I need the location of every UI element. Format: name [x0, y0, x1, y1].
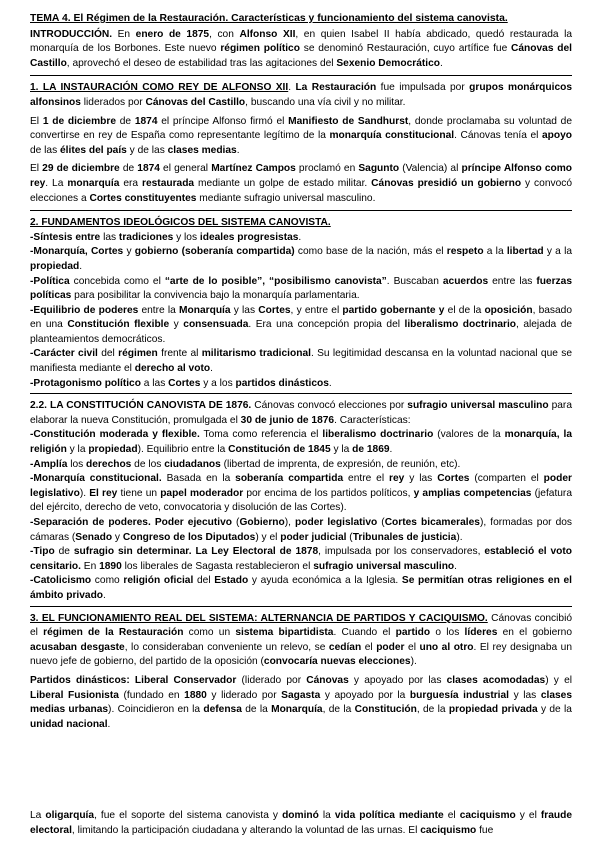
section1-paragraph-1: [30, 81, 572, 110]
text-run: (valores de la: [433, 429, 505, 441]
text-run: mediante sufragio universal masculino.: [196, 192, 376, 204]
text-run: entre el: [343, 473, 390, 485]
bold-text: caciquismo: [420, 824, 477, 836]
bold-text: ideales progresistas: [199, 231, 299, 243]
text-run: ).: [456, 531, 463, 543]
bold-text: poder legislativo: [30, 473, 572, 499]
bold-text: Partidos dinásticos:: [30, 674, 130, 686]
bold-text: entre: [75, 231, 101, 243]
text-run: ).: [410, 656, 417, 668]
list-item: [30, 574, 572, 603]
text-run: de: [116, 115, 135, 127]
bold-text: respeto: [446, 246, 484, 258]
section1-paragraph-3: [30, 162, 572, 206]
bold-text: cedían: [328, 641, 362, 653]
bold-text: -Monarquía, Cortes: [30, 246, 124, 258]
text-run: . Características:: [334, 414, 411, 426]
bold-text: Sexenio Democrático: [336, 57, 440, 69]
text-run: concebida como el: [69, 275, 165, 287]
text-run: y ayuda económica a la Iglesia.: [248, 575, 402, 587]
bold-text: propiedad privada: [448, 704, 538, 716]
text-run: , en quien Isabel II había abdicado, quedó restaurada la monarquía de los Borbones. Este nuevo: [30, 28, 573, 55]
text-run: . La: [45, 177, 68, 189]
text-run: de los: [131, 458, 165, 470]
section22-lead: [30, 399, 572, 428]
text-run: las: [100, 231, 119, 243]
bold-text: acuerdos: [442, 275, 489, 287]
list-item: [30, 472, 572, 516]
text-run: . Su legitimidad descansa en la voluntad nacional que se manifiesta mediante el: [30, 348, 572, 375]
bold-text: Senado: [75, 531, 113, 543]
bold-text: fraude electoral: [30, 810, 573, 836]
text-run: . Cánovas tenía el: [454, 130, 542, 142]
text-run: y a la: [543, 246, 573, 258]
bold-text: Cánovas del Castillo: [30, 43, 572, 69]
bold-text: propiedad: [88, 444, 138, 456]
list-item: [30, 516, 572, 545]
bold-text: clases medias: [167, 144, 237, 156]
text-run: y el: [515, 810, 541, 821]
text-run: . Buscaban: [386, 275, 443, 287]
text-run: (jefatura del ejército, derecho de veto, convocatoria y disolución de las Cortes).: [30, 487, 572, 514]
bold-text: monarquía: [67, 177, 120, 189]
bold-text: Se permitían otras religiones en el ámbito privado: [30, 575, 572, 601]
bold-text: monarquía constitucional: [329, 130, 455, 142]
bold-text: Manifiesto de Sandhurst: [288, 115, 409, 127]
bold-text: grupos monárquicos alfonsinos: [30, 82, 572, 108]
text-run: ). Coincidieron en la: [108, 704, 204, 716]
text-run: y a los: [200, 377, 236, 389]
bold-text: Gobierno: [239, 517, 285, 528]
text-run: y convocó elecciones a: [30, 177, 572, 204]
text-run: El: [30, 115, 43, 127]
bold-text: 1874: [137, 163, 160, 175]
text-run: Cánovas convocó elecciones por: [251, 400, 408, 412]
bold-text: Monarquía: [271, 704, 323, 716]
bold-text: -Protagonismo político: [30, 377, 141, 389]
text-run: y apoyado por las: [348, 674, 447, 686]
text-run: .: [107, 718, 111, 730]
bold-text: -Tipo: [30, 546, 55, 558]
footer-paragraph: [30, 809, 572, 838]
bold-text: monarquía, la religión: [30, 429, 572, 456]
text-run: , alejada de planteamientos democráticos.: [30, 319, 573, 345]
bold-text: poder legislativo: [295, 517, 378, 528]
bold-text: religión oficial: [123, 575, 194, 587]
list-item: [30, 245, 572, 274]
bold-text: unidad nacional: [30, 718, 108, 730]
bold-text: régimen: [118, 348, 158, 360]
bold-text: La Ley Electoral de 1878: [195, 546, 319, 558]
bold-text: Liberal Fusionista: [30, 689, 119, 701]
bold-text: caciquismo: [459, 810, 516, 821]
section-divider: [30, 75, 572, 76]
bold-text: 1. LA INSTAURACIÓN COMO REY DE ALFONSO XII: [30, 82, 289, 94]
text-run: .: [298, 231, 302, 243]
text-run: a las: [140, 377, 169, 389]
text-run: .: [288, 82, 296, 94]
document-title: TEMA 4. El Régimen de la Restauración. Características y funcionamiento del sistema canovista.: [30, 13, 508, 24]
text-run: . Cuando el: [333, 627, 396, 639]
bold-text: estableció el voto censitario.: [30, 546, 572, 572]
text-run: y de las: [126, 144, 168, 156]
text-run: , basado en una: [30, 304, 573, 331]
bold-text: partidos dinásticos: [235, 377, 329, 389]
text-run: de: [54, 546, 74, 558]
text-run: .: [389, 444, 393, 456]
text-run: (comparten el: [469, 473, 544, 485]
bold-text: partido gobernante y: [342, 304, 445, 316]
bold-text: Congreso de los Diputados: [122, 531, 256, 543]
text-run: . El rey designaba un nuevo jefe de gobierno, del partido de la oposición (: [30, 641, 573, 668]
text-run: En: [112, 28, 136, 40]
text-run: a la: [483, 246, 507, 258]
text-run: o los: [430, 627, 465, 639]
bold-text: Cortes bicamerales: [384, 517, 480, 528]
bold-text: 2.2. LA CONSTITUCIÓN CANOVISTA DE 1876.: [30, 400, 252, 412]
text-run: , de la: [322, 704, 355, 716]
list-item: [30, 231, 572, 246]
bold-text: líderes: [464, 627, 498, 639]
text-run: la: [318, 810, 335, 821]
text-run: y liderado por: [206, 689, 282, 701]
text-run: (: [346, 531, 353, 543]
bold-text: Poder ejecutivo: [154, 517, 232, 528]
text-run: y las: [509, 689, 541, 701]
bold-text: Constitución flexible: [67, 319, 170, 331]
text-run: .: [210, 363, 213, 375]
bold-text: acusaban desgaste: [30, 641, 125, 653]
text-run: y las: [404, 473, 438, 485]
text-run: para posibilitar la convivencia bajo la monarquía parlamentaria.: [71, 290, 360, 302]
bold-text: clases medias urbanas: [30, 689, 572, 716]
text-run: para elaborar la nueva Constitución, promulgada el: [30, 400, 572, 426]
bold-text: -Constitución moderada y flexible.: [30, 429, 200, 441]
bold-text: Constitución de 1845: [228, 444, 331, 456]
section-divider: [30, 606, 572, 607]
bold-text: poder judicial: [280, 531, 347, 543]
bold-text: Sagunto: [358, 163, 400, 175]
text-run: .: [236, 144, 240, 156]
text-run: el general: [159, 163, 212, 175]
text-run: y los: [173, 231, 200, 243]
section2-list: [30, 231, 572, 392]
bold-text: 30 de junio de 1876: [240, 414, 335, 426]
bold-text: partido: [395, 627, 431, 639]
bold-text: defensa: [203, 704, 242, 716]
text-run: el: [404, 641, 420, 653]
text-run: ) y el: [545, 674, 572, 686]
text-run: La: [30, 810, 46, 821]
section3-paragraph-2: [30, 674, 572, 732]
text-run: y de la: [537, 704, 572, 716]
bold-text: derechos: [86, 458, 132, 470]
bold-text: derecho al voto: [134, 363, 211, 375]
text-run: como base de la nación, más el: [294, 246, 447, 258]
text-run: y: [123, 246, 135, 258]
text-run: Toma como referencia el: [199, 429, 323, 441]
bold-text: élites del país: [60, 144, 127, 156]
text-run: .: [440, 57, 443, 69]
bold-text: Cánovas: [306, 674, 349, 686]
bold-text: oposición: [484, 304, 533, 316]
text-run: mediante un golpe de estado militar.: [194, 177, 372, 189]
section-divider: [30, 393, 572, 394]
bold-text: Liberal Conservador: [134, 674, 237, 686]
text-run: .: [103, 589, 106, 601]
section2-heading: 2. FUNDAMENTOS IDEOLÓGICOS DEL SISTEMA CANOVISTA.: [30, 217, 331, 229]
text-run: de la: [241, 704, 272, 716]
bold-text: liberalismo doctrinario: [404, 319, 517, 331]
text-run: el: [361, 641, 377, 653]
bold-text: enero de 1875: [135, 28, 210, 40]
list-item: [30, 275, 572, 304]
bold-text: Cánovas presidió un gobierno: [371, 177, 522, 189]
list-item: [30, 377, 572, 392]
bold-text: La Restauración: [295, 82, 377, 94]
text-run: . Era una concepción propia del: [248, 319, 405, 331]
bold-text: “arte de lo posible”, “posibilismo canovista”: [164, 275, 387, 287]
text-run: frente al: [157, 348, 202, 360]
text-run: los: [67, 458, 87, 470]
text-run: tiene un: [117, 487, 161, 499]
bold-text: sufragio universal masculino: [313, 560, 455, 572]
bold-text: -Política: [30, 275, 70, 287]
bold-text: 1880: [184, 689, 207, 701]
bold-text: príncipe Alfonso como rey: [30, 163, 573, 189]
bold-text: Estado: [214, 575, 249, 587]
footer-content: [30, 809, 572, 842]
text-run: el de la: [444, 304, 485, 316]
bold-text: burguesía industrial: [409, 689, 510, 701]
text-run: , aprovechó el deseo de estabilidad tras las agitaciones del: [66, 57, 337, 69]
text-run: del: [193, 575, 215, 587]
bold-text: clases acomodadas: [446, 674, 546, 686]
text-run: , con: [209, 28, 240, 40]
text-run: El: [30, 163, 43, 175]
bold-text: 1 de diciembre: [42, 115, 116, 127]
bold-text: 3. EL FUNCIONAMIENTO REAL DEL SISTEMA: ALTERNANCIA DE PARTIDOS Y CACIQUISMO.: [30, 612, 488, 624]
text-run: , de la: [416, 704, 449, 716]
text-run: Cánovas concibió el: [30, 612, 573, 639]
text-run: , buscando una vía civil y no militar.: [245, 96, 406, 108]
bold-text: libertad: [506, 246, 544, 258]
text-run: entre las: [488, 275, 537, 287]
text-run: se denominó Restauración, cuyo artífice fue: [299, 43, 512, 55]
bold-text: gobierno (soberanía compartida): [134, 246, 295, 258]
text-run: por encima de los partidos políticos,: [243, 487, 414, 499]
text-run: de las: [30, 144, 61, 156]
bold-text: rey: [389, 473, 405, 485]
text-run: , y entre el: [290, 304, 343, 316]
bold-text: soberanía compartida: [235, 473, 344, 485]
bold-text: -Carácter civil: [30, 348, 98, 360]
text-run: (libertad de imprenta, de expresión, de reunión, etc).: [220, 458, 461, 470]
text-run: los liberales de Sagasta restablecieron el: [121, 560, 314, 572]
bold-text: Cortes constituyentes: [89, 192, 197, 204]
text-run: entre la: [138, 304, 180, 316]
list-item: [30, 428, 572, 457]
text-run: (liderado por: [236, 674, 307, 686]
bold-text: 29 de diciembre: [42, 163, 120, 175]
text-run: (: [377, 517, 385, 528]
bold-text: tradiciones: [118, 231, 174, 243]
text-run: proclamó en: [295, 163, 359, 175]
text-run: y apoyado por la: [320, 689, 410, 701]
text-run: de: [119, 163, 138, 175]
bold-text: -Monarquía constitucional.: [30, 473, 162, 485]
text-run: (: [231, 517, 240, 528]
bold-text: El rey: [89, 487, 118, 499]
text-run: y: [112, 531, 123, 543]
bold-text: Constitución: [354, 704, 417, 716]
bold-text: Cortes: [258, 304, 291, 316]
introduction-paragraph: [30, 28, 572, 72]
text-run: y: [169, 319, 184, 331]
text-run: fue impulsada por: [376, 82, 470, 94]
bold-text: y amplias competencias: [413, 487, 532, 499]
bold-text: poder: [376, 641, 405, 653]
text-run: el príncipe Alfonso firmó el: [157, 115, 289, 127]
text-run: fue: [476, 824, 494, 836]
text-run: el: [443, 810, 460, 821]
bold-text: liberalismo doctrinario: [322, 429, 434, 441]
list-item: [30, 545, 572, 574]
bold-text: apoyo: [541, 130, 572, 142]
bold-text: restaurada: [142, 177, 195, 189]
text-run: .: [454, 560, 457, 572]
bold-text: Cánovas del Castillo: [145, 96, 246, 108]
bold-text: -Equilibrio de poderes: [30, 304, 139, 316]
bold-text: papel moderador: [160, 487, 244, 499]
text-run: ). Equilibrio entre la: [137, 444, 229, 456]
text-run: (fundado en: [118, 689, 185, 701]
text-run: ),: [284, 517, 296, 528]
bold-text: dominó: [282, 810, 319, 821]
text-run: y la: [330, 444, 353, 456]
text-run: , lo consideraban conveniente un relevo, se: [124, 641, 329, 653]
bold-text: convocaría nuevas elecciones: [263, 656, 411, 668]
text-run: .: [328, 377, 332, 389]
bold-text: de 1869: [352, 444, 390, 456]
text-run: , limitando la participación ciudadana y alterando la voluntad de las urnas. El: [71, 824, 421, 836]
bold-text: Cortes: [168, 377, 201, 389]
text-run: en el gobierno: [497, 627, 572, 639]
bold-text: ciudadanos: [164, 458, 221, 470]
section22-list: [30, 428, 572, 603]
bold-text: sufragio sin determinar.: [73, 546, 192, 558]
bold-text: consensuada: [183, 319, 249, 331]
text-run: ).: [79, 487, 90, 499]
bold-text: fuerzas políticas: [30, 275, 572, 302]
bold-text: sistema bipartidista: [235, 627, 334, 639]
bold-text: Martínez Campos: [211, 163, 296, 175]
text-run: (Valencia) al: [399, 163, 462, 175]
bold-text: 1890: [99, 560, 122, 572]
text-run: .: [79, 260, 83, 272]
text-run: como un: [183, 627, 236, 639]
main-content: [30, 12, 572, 736]
text-run: Basada en la: [161, 473, 236, 485]
section1-paragraph-2: [30, 115, 572, 159]
section3-paragraph-1: [30, 612, 572, 670]
list-item: [30, 458, 572, 473]
text-run: como: [91, 575, 124, 587]
text-run: ), formadas por dos cámaras (: [30, 517, 572, 543]
bold-text: militarismo tradicional: [201, 348, 311, 360]
text-run: del: [97, 348, 119, 360]
bold-text: Sagasta: [281, 689, 321, 701]
text-run: , donde proclamaba su voluntad de convertirse en rey de España como representante legítimo de la: [30, 115, 573, 142]
bold-text: régimen de la Restauración: [43, 627, 184, 639]
section-divider: [30, 210, 572, 211]
bold-text: -Catolicismo: [30, 575, 92, 587]
list-item: [30, 304, 572, 348]
bold-text: Alfonso XII: [239, 28, 296, 40]
bold-text: INTRODUCCIÓN.: [30, 28, 113, 40]
bold-text: -Separación de poderes.: [30, 517, 151, 528]
bold-text: -Amplía: [30, 458, 68, 470]
text-run: y la: [66, 444, 89, 456]
text-run: , fue el soporte del sistema canovista y: [94, 810, 283, 821]
bold-text: régimen político: [220, 43, 300, 55]
bold-text: Monarquía: [179, 304, 231, 316]
bold-text: sufragio universal masculino: [407, 400, 549, 412]
bold-text: Cortes: [437, 473, 470, 485]
text-run: , impulsada por los conservadores,: [318, 546, 485, 558]
text-run: En: [80, 560, 100, 572]
bold-text: 1874: [134, 115, 158, 127]
bold-text: oligarquía: [45, 810, 95, 821]
bold-text: uno al otro: [419, 641, 474, 653]
text-run: era: [119, 177, 142, 189]
text-run: ) y el: [255, 531, 281, 543]
list-item: [30, 347, 572, 376]
text-run: y las: [230, 304, 259, 316]
bold-text: -Síntesis: [30, 231, 73, 243]
text-run: liderados por: [80, 96, 146, 108]
bold-text: vida política mediante: [334, 810, 444, 821]
bold-text: propiedad: [30, 260, 80, 272]
bold-text: Tribunales de justicia: [352, 531, 457, 543]
